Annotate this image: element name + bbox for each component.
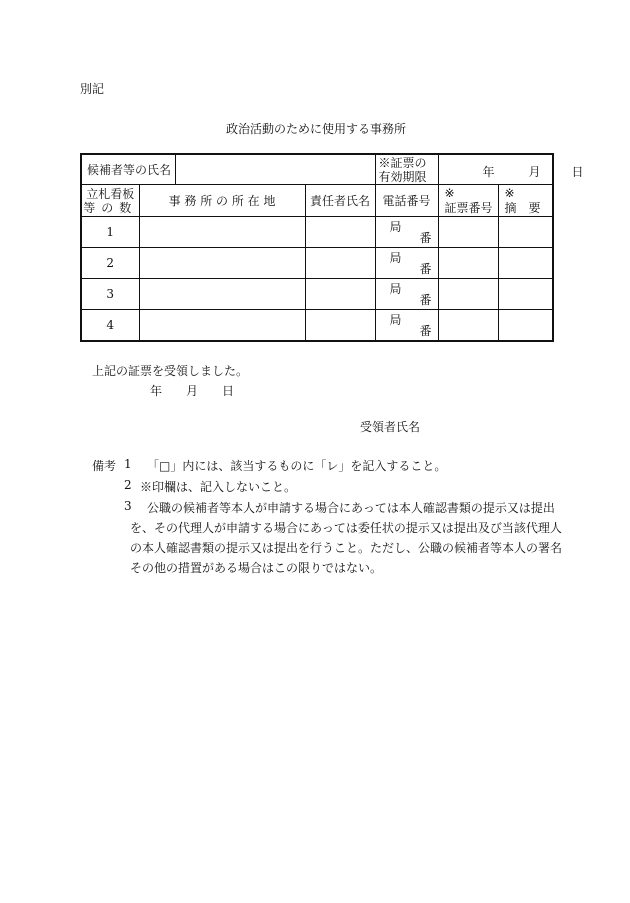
table-row	[81, 310, 553, 342]
header-row	[81, 185, 553, 217]
note-1-text: 「□」内には、該当するものに「レ」を記入すること。	[147, 459, 447, 473]
address-cell[interactable]	[139, 279, 305, 310]
remarks-mark: ※	[504, 186, 515, 200]
note-3-line4: その他の措置がある場合はこの限りではない。	[130, 561, 383, 575]
cert-number-cell[interactable]	[438, 248, 498, 279]
receiver-name-label: 受領者氏名	[360, 420, 421, 434]
office-table	[80, 153, 584, 342]
phone-ban: 番	[419, 231, 432, 245]
note-3-line1: 公職の候補者等本人が申請する場合にあっては本人確認書類の提示又は提出	[147, 501, 555, 515]
address-cell[interactable]	[139, 310, 305, 342]
candidate-name-field[interactable]	[175, 154, 375, 185]
manager-cell[interactable]	[305, 310, 375, 342]
table-row	[81, 248, 553, 279]
validity-date-field[interactable]	[438, 154, 584, 185]
validity-day: 日	[571, 165, 584, 179]
phone-ban: 番	[419, 324, 432, 338]
phone-cell[interactable]	[375, 217, 438, 248]
note-3-num: 3	[124, 499, 132, 513]
phone-kyoku: 局	[389, 251, 402, 265]
note-3-line3: の本人確認書類の提示又は提出を行うこと。ただし、公職の候補者等本人の署名	[130, 541, 563, 555]
remarks-label: 摘 要	[504, 201, 541, 215]
manager-cell[interactable]	[305, 217, 375, 248]
note-2-text: ※印欄は、記入しないこと。	[140, 480, 297, 494]
notes-label: 備考	[92, 459, 117, 473]
validity-label	[375, 154, 438, 185]
cert-number-cell[interactable]	[438, 310, 498, 342]
cert-number-label: 証票番号	[444, 201, 493, 215]
validity-label-line1: ※証票の	[378, 155, 427, 170]
row-number: 1	[81, 217, 139, 248]
phone-kyoku: 局	[389, 220, 402, 234]
validity-month: 月	[528, 165, 541, 179]
candidate-row	[81, 154, 553, 185]
note-3-line2: を、その代理人が申請する場合にあっては委任状の提示又は提出及び当該代理人	[130, 521, 562, 535]
candidate-name-label: 候補者等の氏名	[81, 154, 175, 185]
note-1-num: 1	[124, 457, 132, 471]
note-2-num: 2	[124, 478, 132, 492]
phone-ban: 番	[419, 293, 432, 307]
remarks-cell[interactable]	[498, 248, 553, 279]
sign-count-header-line2: 等の数	[83, 200, 138, 215]
receipt-date: 年 月 日	[150, 384, 235, 398]
manager-cell[interactable]	[305, 248, 375, 279]
remarks-cell[interactable]	[498, 217, 553, 248]
row-number: 3	[81, 279, 139, 310]
betsuki-label: 別記	[80, 82, 105, 96]
phone-cell[interactable]	[375, 279, 438, 310]
sign-count-header	[81, 185, 139, 217]
address-cell[interactable]	[139, 217, 305, 248]
receipt-text: 上記の証票を受領しました。	[92, 364, 249, 378]
phone-kyoku: 局	[389, 313, 402, 327]
row-number: 4	[81, 310, 139, 342]
sign-count-header-line1: 立札看板	[86, 186, 135, 201]
row-number: 2	[81, 248, 139, 279]
address-cell[interactable]	[139, 248, 305, 279]
table-row	[81, 217, 553, 248]
address-header: 事 務 所 の 所 在 地	[139, 185, 305, 217]
cert-number-cell[interactable]	[438, 217, 498, 248]
phone-kyoku: 局	[389, 282, 402, 296]
document-title: 政治活動のために使用する事務所	[226, 122, 407, 136]
remarks-cell[interactable]	[498, 310, 553, 342]
phone-cell[interactable]	[375, 248, 438, 279]
manager-header: 責任者氏名	[305, 185, 375, 217]
validity-year: 年	[482, 165, 495, 179]
validity-label-line2: 有効期限	[378, 169, 427, 184]
manager-cell[interactable]	[305, 279, 375, 310]
table-row	[81, 279, 553, 310]
remarks-cell[interactable]	[498, 279, 553, 310]
cert-number-cell[interactable]	[438, 279, 498, 310]
phone-ban: 番	[419, 262, 432, 276]
phone-header: 電話番号	[375, 185, 438, 217]
cert-number-mark: ※	[444, 186, 455, 200]
remarks-header	[498, 185, 553, 217]
cert-number-header	[438, 185, 498, 217]
phone-cell[interactable]	[375, 310, 438, 342]
